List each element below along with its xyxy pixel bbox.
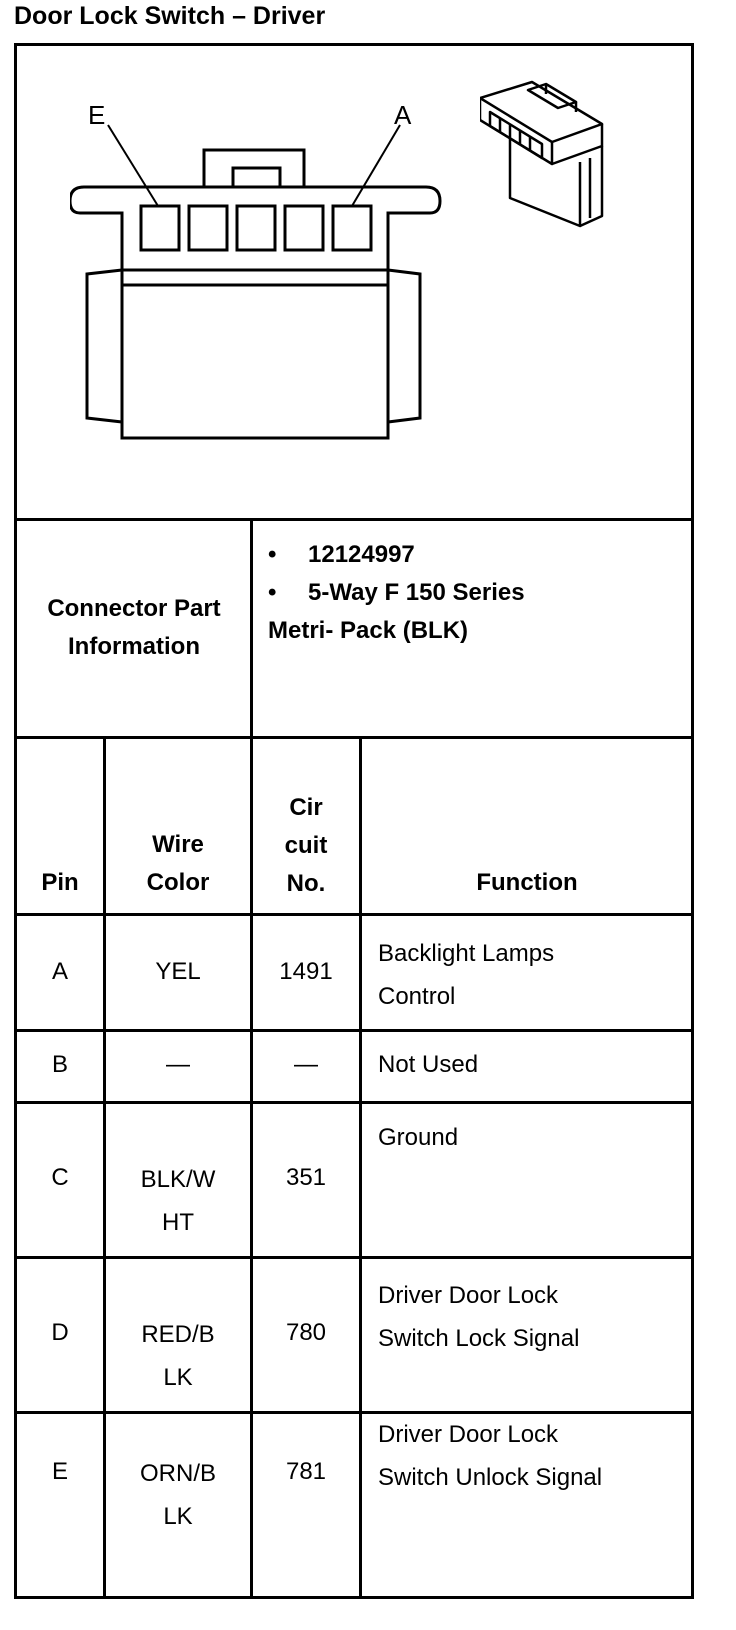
function-line: Switch Unlock Signal [378, 1464, 603, 1491]
bullet: • [268, 579, 277, 606]
wire-color-line: LK [163, 1364, 193, 1391]
function-cell [378, 1046, 688, 1084]
part-number: 12124997 [308, 541, 415, 568]
pin-e-label: E [88, 100, 106, 130]
wire-color-line: BLK/W [140, 1166, 216, 1193]
connector-info-label-line2: Information [68, 633, 200, 660]
divider [14, 1101, 694, 1104]
connector-desc-line2: Metri- Pack (BLK) [268, 617, 469, 644]
header-function-text: Function [476, 869, 578, 896]
function-line: Driver Door Lock [378, 1282, 559, 1309]
divider [14, 1256, 694, 1259]
header-function [362, 864, 692, 902]
cavity-a [333, 206, 371, 250]
wire-color-line: RED/B [141, 1321, 215, 1348]
pin-a-label: A [394, 100, 412, 130]
connector-info-label [20, 590, 248, 666]
circuit-cell: 781 [285, 1458, 327, 1485]
header-pin [17, 864, 103, 902]
function-line: Driver Door Lock [378, 1421, 559, 1448]
divider [14, 736, 694, 739]
cavity-c [237, 206, 275, 250]
header-circuit-line3: No. [286, 870, 326, 897]
bullet: • [268, 541, 277, 568]
connector-isometric-icon [480, 78, 630, 238]
header-pin-text: Pin [41, 869, 79, 896]
function-line: Not Used [378, 1051, 479, 1078]
pin-cell: A [51, 958, 68, 985]
wire-color-cell [106, 953, 250, 991]
page-title: Door Lock Switch – Driver [14, 2, 326, 30]
cavity-b [285, 206, 323, 250]
wire-color-cell [106, 1158, 250, 1244]
header-circuit [253, 789, 359, 903]
pin-cell: E [51, 1458, 68, 1485]
connector-desc-item [268, 574, 688, 612]
connector-info-values [268, 536, 688, 650]
function-cell [378, 932, 688, 1018]
part-number-item [268, 536, 688, 574]
header-circuit-line1: Cir [289, 794, 323, 821]
function-line: Backlight Lamps [378, 940, 555, 967]
wire-color-cell [106, 1452, 250, 1538]
pin-cell: B [51, 1051, 68, 1078]
function-cell [378, 1119, 688, 1157]
wire-color-cell [106, 1046, 250, 1084]
wire-color-line: LK [163, 1503, 193, 1530]
wire-color-line: HT [162, 1209, 194, 1236]
pin-cell: C [51, 1164, 69, 1191]
header-circuit-line2: cuit [284, 832, 328, 859]
circuit-cell: 1491 [279, 958, 333, 985]
wire-color-cell [106, 1313, 250, 1399]
function-line: Control [378, 983, 456, 1010]
circuit-cell: — [294, 1051, 318, 1078]
divider [14, 1029, 694, 1032]
function-cell [378, 1274, 688, 1360]
header-wire-color-line1: Wire [152, 831, 204, 858]
function-line: Ground [378, 1124, 459, 1151]
connector-info-label-line1: Connector Part [47, 595, 221, 622]
wire-color-line: — [166, 1051, 190, 1078]
divider [14, 518, 694, 521]
cavity-d [189, 206, 227, 250]
function-cell [378, 1413, 688, 1499]
divider [14, 913, 694, 916]
connector-face-diagram [70, 80, 450, 450]
pin-cell: D [51, 1319, 69, 1346]
cavity-e [141, 206, 179, 250]
connector-desc-line1: 5-Way F 150 Series [308, 579, 525, 606]
header-wire-color-line2: Color [146, 869, 210, 896]
circuit-cell: 351 [285, 1164, 327, 1191]
circuit-cell: 780 [285, 1319, 327, 1346]
wire-color-line: YEL [155, 958, 201, 985]
wire-color-line: ORN/B [139, 1460, 216, 1487]
header-wire-color [106, 826, 250, 902]
function-line: Switch Lock Signal [378, 1325, 580, 1352]
